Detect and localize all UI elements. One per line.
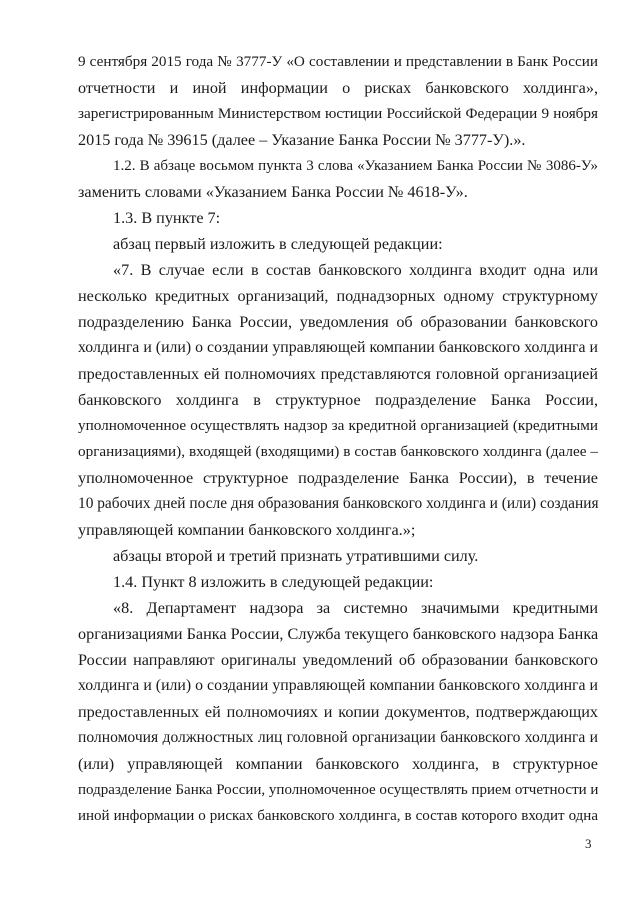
text-line: предоставленных ей полномочиях представляются головной организацией	[78, 365, 598, 383]
text-line: абзац первый изложить в следующей редакции:	[113, 235, 443, 253]
text-line: России направляют оригиналы уведомлений об образовании банковского	[78, 651, 598, 669]
text-line: уполномоченное структурное подразделение Банка России), в течение	[78, 469, 598, 487]
text-line: организациями), входящей (входящими) в состав банковского холдинга (далее –	[78, 443, 598, 460]
text-line: управляющей компании банковского холдинга.»;	[78, 521, 416, 539]
text-line: 2015 года № 39615 (далее – Указание Банка России № 3777-У).».	[78, 131, 526, 149]
text-line: (или) управляющей компании банковского холдинга, в структурное	[78, 755, 598, 773]
text-line: 1.2. В абзаце восьмом пункта 3 слова «Указанием Банка России № 3086-У»	[113, 158, 598, 174]
text-line: «8. Департамент надзора за системно значимыми кредитными	[113, 599, 598, 617]
text-line: зарегистрированным Министерством юстиции Российской Федерации 9 ноября	[78, 105, 598, 122]
text-line: холдинга и (или) о создании управляющей компании банковского холдинга и	[78, 339, 598, 356]
text-line: 10 рабочих дней после дня образования банковского холдинга и (или) создания	[78, 495, 599, 512]
text-line: банковского холдинга в структурное подразделение Банка России,	[78, 391, 598, 409]
text-line: 1.4. Пункт 8 изложить в следующей редакции:	[113, 573, 434, 591]
text-line: подразделение Банка России, уполномоченное осуществлять прием отчетности и	[78, 782, 599, 798]
text-line: 1.3. В пункте 7:	[113, 209, 221, 227]
text-line: заменить словами «Указанием Банка России № 4618-У».	[78, 183, 468, 201]
text-line: несколько кредитных организаций, поднадзорных одному структурному	[78, 287, 598, 305]
text-line: холдинга и (или) о создании управляющей компании банковского холдинга и	[78, 677, 598, 694]
text-line: иной информации о рисках банковского холдинга, в состав которого входит одна	[78, 808, 598, 824]
text-line: 9 сентября 2015 года № 3777-У «О составлении и представлении в Банк России	[78, 53, 598, 70]
text-line: уполномоченное осуществлять надзор за кредитной организацией (кредитными	[78, 417, 598, 434]
text-line: полномочия должностных лиц головной организации банковского холдинга и	[78, 729, 598, 746]
text-line: предоставленных ей полномочиях и копии документов, подтверждающих	[78, 703, 598, 721]
page-number: 3	[585, 836, 592, 851]
text-line: абзацы второй и третий признать утратившими силу.	[113, 547, 479, 565]
text-line: «7. В случае если в состав банковского холдинга входит одна или	[113, 261, 598, 279]
text-line: подразделению Банка России, уведомления об образовании банковского	[78, 313, 598, 331]
text-line: организациями Банка России, Служба текущего банковского надзора Банка	[78, 625, 599, 643]
text-line: отчетности и иной информации о рисках банковского холдинга»,	[78, 79, 598, 97]
